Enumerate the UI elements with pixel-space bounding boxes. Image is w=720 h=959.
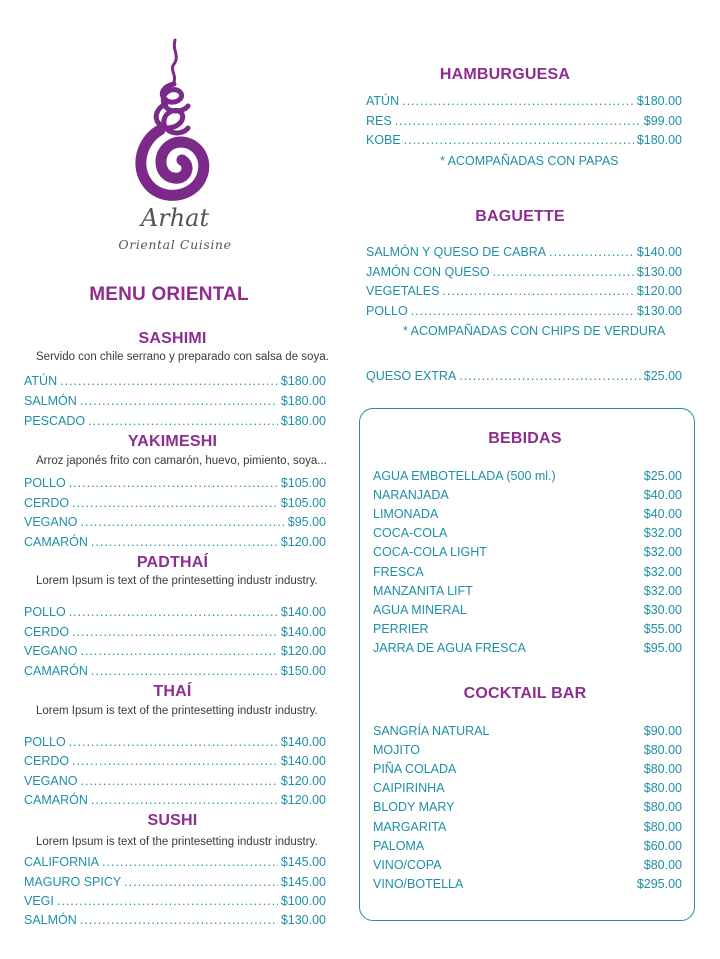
section-title-cocktail: COCKTAIL BAR (463, 685, 587, 702)
item-name: MOJITO (373, 743, 420, 758)
menu-item (24, 642, 326, 661)
item-name: FRESCA (373, 564, 424, 579)
dot-leader (69, 733, 278, 752)
menu-item (24, 533, 326, 552)
item-name: POLLO (24, 735, 66, 749)
dot-leader (57, 892, 278, 911)
item-name: VEGANO (24, 515, 78, 529)
item-name: AGUA MINERAL (373, 602, 467, 617)
item-price: $180.00 (280, 414, 326, 428)
item-name: ATÚN (24, 374, 58, 388)
item-price: $80.00 (643, 762, 682, 777)
menu-item (366, 131, 682, 150)
dot-leader (60, 372, 278, 391)
item-price: $140.00 (280, 625, 326, 639)
item-name: CAMARÓN (24, 793, 88, 807)
item-price: $120.00 (280, 644, 326, 658)
drink-item (373, 779, 682, 798)
item-name: QUESO EXTRA (366, 369, 457, 383)
dot-leader (69, 474, 278, 493)
item-name: POLLO (24, 605, 66, 619)
menu-item (366, 302, 682, 321)
item-price: $130.00 (280, 913, 326, 927)
drink-item (373, 760, 682, 779)
item-name: AGUA EMBOTELLADA (500 ml.) (373, 469, 556, 483)
item-name: CERDO (24, 496, 70, 510)
item-name: PIÑA COLADA (373, 762, 457, 777)
item-price: $80.00 (643, 781, 682, 796)
item-name: POLLO (24, 476, 66, 490)
item-price: $105.00 (280, 496, 326, 510)
baguette-note: * ACOMPAÑADAS CON CHIPS DE VERDURA (403, 324, 666, 338)
menu-item (24, 892, 326, 911)
menu-item (24, 853, 326, 872)
menu-title: MENU ORIENTAL (89, 284, 249, 305)
item-price: $295.00 (636, 876, 682, 891)
item-price: $100.00 (280, 894, 326, 908)
item-price: $95.00 (287, 515, 326, 529)
menu-item (24, 412, 326, 431)
item-name: PESCADO (24, 414, 86, 428)
item-price: $25.00 (643, 369, 682, 383)
dot-leader (72, 623, 278, 642)
section-title-padthai: PADTHAÍ (136, 554, 209, 571)
drink-item (373, 486, 682, 505)
dot-leader (91, 533, 278, 552)
item-name: COCA-COLA LIGHT (373, 545, 487, 560)
item-price: $120.00 (280, 774, 326, 788)
item-name: CALIFORNIA (24, 855, 100, 869)
item-name: CERDO (24, 625, 70, 639)
drink-item (373, 837, 682, 856)
drink-item (373, 741, 682, 760)
drink-item (373, 818, 682, 837)
dot-leader (81, 513, 285, 532)
item-name: VINO/COPA (373, 857, 442, 872)
section-title-sashimi: SASHIMI (138, 330, 207, 347)
item-name: LIMONADA (373, 507, 439, 522)
item-price: $180.00 (280, 374, 326, 388)
dot-leader (493, 263, 634, 282)
item-price: $180.00 (636, 94, 682, 108)
dot-leader (404, 131, 634, 150)
item-price: $32.00 (643, 583, 682, 598)
item-name: PALOMA (373, 838, 425, 853)
item-name: KOBE (366, 133, 401, 147)
item-name: NARANJADA (373, 488, 449, 503)
dot-leader (81, 772, 278, 791)
item-price: $140.00 (280, 605, 326, 619)
menu-item (24, 791, 326, 810)
dot-leader (402, 92, 634, 111)
dot-leader (80, 392, 278, 411)
item-name: SALMÓN (24, 394, 77, 408)
menu-item (366, 367, 682, 386)
item-name: SALMÓN (24, 913, 77, 927)
item-price: $140.00 (280, 754, 326, 768)
dot-leader (459, 367, 640, 386)
drink-item (373, 543, 682, 562)
menu-item (24, 873, 326, 892)
item-price: $32.00 (643, 545, 682, 560)
menu-item (366, 263, 682, 282)
item-name: SANGRÍA NATURAL (373, 724, 490, 738)
item-price: $180.00 (280, 394, 326, 408)
drink-item (373, 582, 682, 601)
item-name: CAMARÓN (24, 664, 88, 678)
item-name: VEGI (24, 894, 54, 908)
section-desc-sushi: Lorem Ipsum is text of the printesetting industr industry. (36, 836, 318, 848)
menu-item (24, 733, 326, 752)
drink-item (373, 722, 682, 741)
item-name: VEGANO (24, 644, 78, 658)
drink-item (373, 563, 682, 582)
item-name: PERRIER (373, 621, 429, 636)
section-title-thai: THAÍ (153, 683, 192, 700)
item-price: $180.00 (636, 133, 682, 147)
menu-item (24, 392, 326, 411)
item-name: COCA-COLA (373, 526, 448, 541)
dot-leader (442, 282, 633, 301)
menu-item (366, 112, 682, 131)
drink-item (373, 601, 682, 620)
item-name: CAMARÓN (24, 535, 88, 549)
item-name: ATÚN (366, 94, 400, 108)
item-name: JAMÓN CON QUESO (366, 265, 490, 279)
menu-item (24, 494, 326, 513)
drink-item (373, 505, 682, 524)
item-name: CERDO (24, 754, 70, 768)
menu-item (366, 282, 682, 301)
item-price: $25.00 (643, 469, 682, 483)
dot-leader (91, 791, 278, 810)
item-name: VEGETALES (366, 284, 440, 298)
menu-item (24, 603, 326, 622)
item-price: $80.00 (643, 857, 682, 872)
logo (120, 36, 230, 256)
item-price: $55.00 (643, 621, 682, 636)
dot-leader (411, 302, 634, 321)
item-price: $99.00 (643, 114, 682, 128)
item-price: $32.00 (643, 526, 682, 541)
dot-leader (549, 243, 634, 262)
dot-leader (81, 642, 278, 661)
item-name: CAIPIRINHA (373, 781, 445, 796)
section-title-hamburguesa: HAMBURGUESA (439, 66, 571, 83)
drink-item (373, 467, 682, 486)
item-name: POLLO (366, 304, 408, 318)
item-price: $145.00 (280, 855, 326, 869)
menu-item (24, 772, 326, 791)
item-name: MAGURO SPICY (24, 875, 122, 889)
item-name: VEGANO (24, 774, 78, 788)
item-price: $80.00 (643, 743, 682, 758)
dot-leader (72, 494, 278, 513)
item-price: $145.00 (280, 875, 326, 889)
item-price: $30.00 (643, 602, 682, 617)
dot-leader (395, 112, 641, 131)
drink-item (373, 875, 682, 894)
item-price: $32.00 (643, 564, 682, 579)
dot-leader (69, 603, 278, 622)
item-price: $80.00 (643, 800, 682, 815)
item-name: SALMÓN Y QUESO DE CABRA (366, 245, 547, 259)
item-name: MANZANITA LIFT (373, 583, 473, 598)
section-desc-yakimeshi: Arroz japonés frito con camarón, huevo, pimiento, soya... (36, 455, 327, 467)
dot-leader (91, 662, 278, 681)
item-price: $120.00 (280, 793, 326, 807)
dot-leader (124, 873, 278, 892)
hamburguesa-note: * ACOMPAÑADAS CON PAPAS (440, 154, 619, 168)
menu-item (24, 911, 326, 930)
dot-leader (80, 911, 278, 930)
item-price: $140.00 (636, 245, 682, 259)
drink-item (373, 620, 682, 639)
item-price: $150.00 (280, 664, 326, 678)
menu-item (24, 372, 326, 391)
item-name: RES (366, 114, 392, 128)
item-price: $90.00 (643, 724, 682, 738)
section-title-sushi: SUSHI (147, 812, 198, 829)
menu-item (24, 474, 326, 493)
menu-item (24, 752, 326, 771)
item-price: $80.00 (643, 819, 682, 834)
item-price: $105.00 (280, 476, 326, 490)
drink-item (373, 856, 682, 875)
dot-leader (102, 853, 278, 872)
brand-name: Arhat (140, 204, 210, 232)
item-name: BLODY MARY (373, 800, 455, 815)
section-desc-padthai: Lorem Ipsum is text of the printesetting industr industry. (36, 575, 318, 587)
dot-leader (72, 752, 278, 771)
menu-item (24, 623, 326, 642)
item-price: $40.00 (643, 488, 682, 503)
item-price: $130.00 (636, 265, 682, 279)
item-price: $60.00 (643, 838, 682, 853)
brand-tagline: Oriental Cuisine (118, 237, 232, 252)
item-price: $120.00 (636, 284, 682, 298)
section-title-yakimeshi: YAKIMESHI (127, 433, 218, 450)
item-price: $120.00 (280, 535, 326, 549)
item-price: $40.00 (643, 507, 682, 522)
item-price: $140.00 (280, 735, 326, 749)
item-name: JARRA DE AGUA FRESCA (373, 640, 526, 655)
section-title-baguette: BAGUETTE (475, 208, 565, 225)
menu-item (366, 92, 682, 111)
section-desc-thai: Lorem Ipsum is text of the printesetting industr industry. (36, 705, 318, 717)
spiral-logo-icon (120, 36, 230, 216)
item-price: $130.00 (636, 304, 682, 318)
menu-item (366, 243, 682, 262)
item-name: MARGARITA (373, 819, 447, 834)
drink-item (373, 639, 682, 658)
menu-item (24, 662, 326, 681)
dot-leader (88, 412, 278, 431)
section-desc-sashimi: Servido con chile serrano y preparado con salsa de soya. (36, 351, 329, 363)
drink-item (373, 798, 682, 817)
drink-item (373, 524, 682, 543)
section-title-bebidas: BEBIDAS (488, 430, 562, 447)
item-price: $95.00 (643, 640, 682, 655)
menu-item (24, 513, 326, 532)
item-name: VINO/BOTELLA (373, 876, 464, 891)
